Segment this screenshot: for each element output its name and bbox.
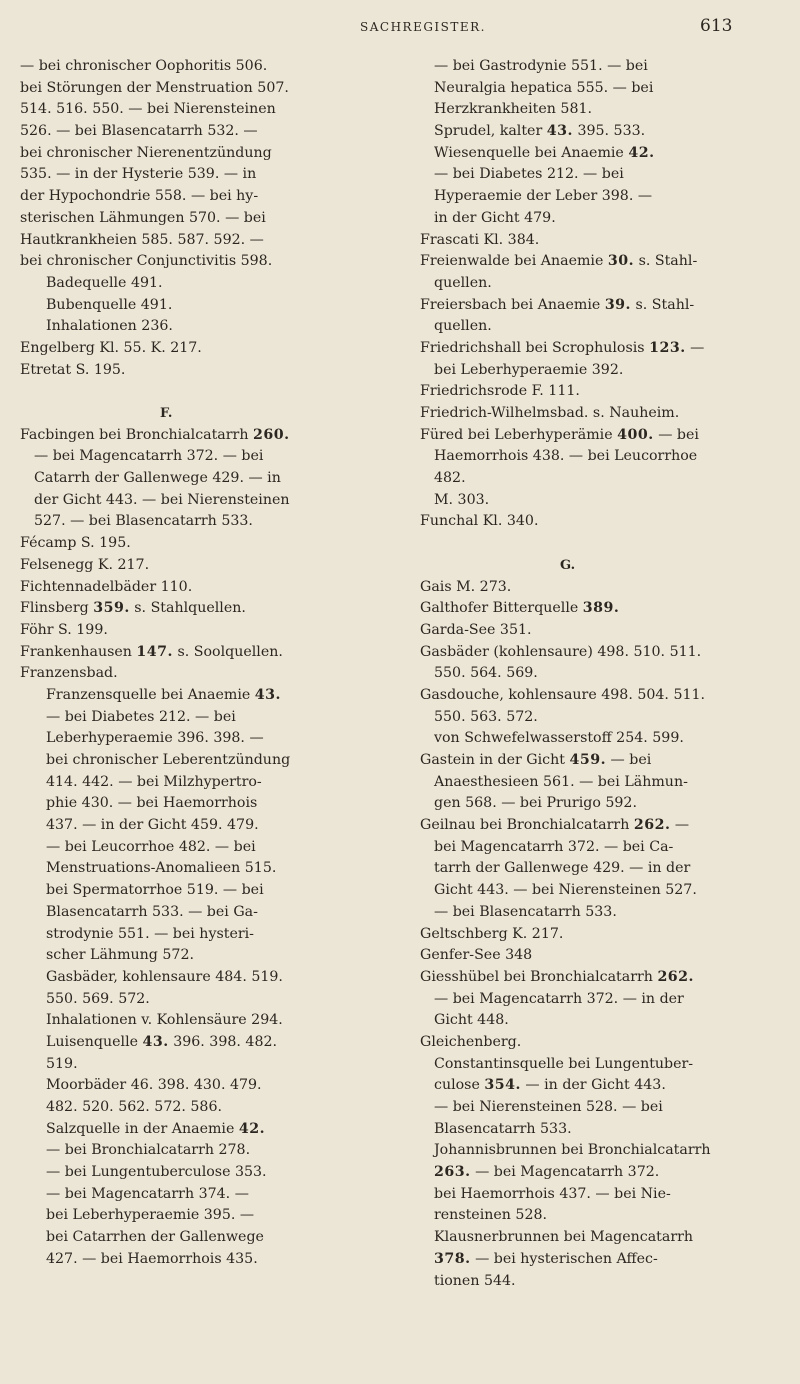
bold-page-reference: 39. — [604, 296, 631, 313]
index-line — [420, 598, 775, 620]
entry-text: Blasencatarrh 533. — [434, 1120, 572, 1137]
entry-text: Geilnau bei Bronchialcatarrh — [420, 817, 634, 834]
entry-text: — bei Nierensteinen 528. — bei — [434, 1099, 663, 1115]
index-line — [420, 728, 775, 750]
entry-text: bei chronischer Nierenentzündung — [20, 144, 272, 161]
entry-text: quellen. — [434, 274, 492, 291]
entry-text: Franzensbad. — [20, 665, 118, 682]
index-line — [420, 1184, 775, 1206]
index-line — [420, 316, 775, 338]
entry-text: — bei Gastrodynie 551. — bei — [434, 58, 648, 74]
index-line — [20, 143, 375, 165]
entry-text: 514. 516. 550. — bei Nierensteinen — [20, 101, 276, 118]
entry-text: — bei Blasencatarrh 533. — [434, 903, 617, 920]
index-line — [420, 642, 775, 664]
index-line — [420, 1010, 775, 1032]
bold-page-reference: 30. — [607, 253, 635, 270]
index-line — [20, 642, 375, 664]
entry-text: Herzkrankheiten 581. — [434, 101, 593, 118]
bold-page-reference: 43. — [142, 1033, 169, 1050]
index-line — [420, 837, 775, 859]
index-line — [420, 1205, 775, 1227]
entry-text: tionen 544. — [434, 1272, 516, 1289]
index-line — [20, 1119, 375, 1141]
entry-text: M. 303. — [434, 491, 490, 508]
entry-text: in der Gicht 479. — [434, 209, 556, 226]
index-line — [20, 1227, 375, 1249]
entry-text: Hyperaemie der Leber 398. — — [434, 188, 653, 205]
entry-text: Inhalationen v. Kohlensäure 294. — [46, 1012, 283, 1029]
running-head: SACHREGISTER. — [360, 20, 486, 34]
index-line — [20, 1205, 375, 1227]
entry-text: 535. — in der Hysterie 539. — in — [20, 166, 257, 183]
entry-text: Hautkrankheien 585. 587. 592. — — [20, 231, 264, 248]
entry-text: tarrh der Gallenwege 429. — in der — [434, 860, 691, 877]
index-line — [420, 1249, 775, 1271]
entry-text-continued: — bei — [653, 426, 699, 443]
index-line — [420, 360, 775, 382]
entry-text: Leberhyperaemie 396. 398. — — [46, 730, 264, 747]
index-line — [20, 728, 375, 750]
page-number: 613 — [700, 16, 733, 36]
entry-text: Giesshübel bei Bronchialcatarrh — [420, 968, 658, 985]
index-line — [420, 577, 775, 599]
left-column — [20, 56, 375, 1271]
index-line — [420, 1162, 775, 1184]
index-line — [420, 490, 775, 512]
index-line — [420, 56, 775, 78]
index-line — [20, 446, 375, 468]
entry-text: Fichtennadelbäder 110. — [20, 578, 193, 595]
entry-text: Friedrichsrode F. 111. — [420, 383, 580, 400]
index-line — [20, 468, 375, 490]
entry-text: bei Magencatarrh 372. — bei Ca- — [434, 838, 674, 855]
section-heading — [20, 403, 375, 425]
index-line — [20, 620, 375, 642]
index-line — [420, 381, 775, 403]
index-line — [20, 880, 375, 902]
index-line — [420, 425, 775, 447]
entry-text: Sprudel, kalter — [434, 123, 547, 140]
bold-page-reference: 43. — [546, 123, 573, 140]
index-line — [420, 186, 775, 208]
index-line — [20, 490, 375, 512]
index-line — [20, 663, 375, 685]
entry-text: Felsenegg K. 217. — [20, 556, 150, 573]
index-line — [20, 338, 375, 360]
bold-page-reference: 42. — [628, 144, 655, 161]
index-line — [20, 1097, 375, 1119]
index-line — [420, 1271, 775, 1293]
entry-text: strodynie 551. — bei hysteri- — [46, 925, 254, 942]
entry-text: Friedrich-Wilhelmsbad. s. Nauheim. — [420, 405, 680, 421]
entry-text: Neuralgia hepatica 555. — bei — [434, 79, 654, 96]
index-line — [420, 78, 775, 100]
index-line — [420, 143, 775, 165]
entry-text: Flinsberg — [20, 600, 94, 617]
index-line — [20, 989, 375, 1011]
index-line — [20, 186, 375, 208]
entry-text: G. — [560, 557, 576, 573]
bold-page-reference: 262. — [657, 968, 694, 985]
bold-page-reference: 260. — [252, 426, 290, 443]
entry-text: Gasdouche, kohlensaure 498. 504. 511. — [420, 686, 706, 703]
index-line — [20, 685, 375, 707]
bold-page-reference: 43. — [254, 686, 281, 703]
entry-text-continued: — in der Gicht 443. — [520, 1077, 666, 1094]
entry-text: Friedrichshall bei Scrophulosis — [420, 339, 650, 356]
bold-page-reference: 359. — [93, 600, 130, 617]
bold-page-reference: 354. — [484, 1077, 521, 1094]
entry-text: bei Spermatorrhoe 519. — bei — [46, 882, 264, 899]
bold-page-reference: 42. — [238, 1120, 266, 1137]
index-line — [420, 338, 775, 360]
entry-text: Anaesthesieen 561. — bei Lähmun- — [434, 773, 688, 790]
entry-text-continued: — — [670, 817, 690, 834]
index-line — [420, 403, 775, 425]
entry-text: Salzquelle in der Anaemie — [46, 1120, 239, 1137]
entry-text: — bei Magencatarrh 374. — — [46, 1185, 249, 1202]
index-line — [20, 230, 375, 252]
entry-text: 527. — bei Blasencatarrh 533. — [34, 513, 253, 530]
entry-text: scher Lähmung 572. — [46, 947, 194, 964]
entry-text: 550. 569. 572. — [46, 990, 150, 1007]
index-line — [420, 663, 775, 685]
index-line — [20, 511, 375, 533]
index-line — [20, 78, 375, 100]
entry-text: Genfer-See 348 — [420, 947, 533, 964]
entry-text: phie 430. — bei Haemorrhois — [46, 795, 258, 812]
entry-text: 482. — [434, 470, 466, 487]
index-line — [20, 1140, 375, 1162]
index-line — [420, 1075, 775, 1097]
entry-text: Fécamp S. 195. — [20, 535, 131, 552]
entry-text: F. — [160, 406, 173, 421]
index-line — [420, 230, 775, 252]
entry-text-continued: s. Stahl- — [631, 296, 695, 313]
entry-text-continued: s. Stahl- — [634, 253, 698, 270]
index-line — [20, 902, 375, 924]
bold-page-reference: 400. — [617, 426, 654, 443]
blank-line — [420, 533, 775, 555]
entry-text: Bubenquelle 491. — [46, 296, 173, 313]
entry-text: bei chronischer Leberentzündung — [46, 752, 291, 768]
index-line — [20, 1249, 375, 1271]
entry-text: Facbingen bei Bronchialcatarrh — [20, 426, 253, 443]
entry-text-continued: 396. 398. 482. — [168, 1033, 278, 1050]
entry-text-continued: s. Stahlquellen. — [129, 600, 246, 617]
index-line — [420, 1119, 775, 1141]
entry-text: Frankenhausen — [20, 643, 137, 660]
entry-text: Gasbäder, kohlensaure 484. 519. — [46, 968, 283, 985]
section-heading — [420, 555, 775, 577]
index-line — [20, 837, 375, 859]
index-line — [420, 772, 775, 794]
index-line — [20, 56, 375, 78]
index-line — [420, 793, 775, 815]
index-line — [20, 772, 375, 794]
index-line — [420, 468, 775, 490]
entry-text-continued: — bei Magencatarrh 372. — [470, 1164, 660, 1181]
entry-text-continued: — bei — [606, 752, 652, 768]
entry-text: 414. 442. — bei Milzhypertro- — [46, 773, 262, 790]
entry-text: — bei Leucorrhoe 482. — bei — [46, 838, 256, 855]
index-line — [420, 924, 775, 946]
index-line — [20, 793, 375, 815]
entry-text: — bei Diabetes 212. — bei — [46, 708, 236, 725]
entry-text: Constantinsquelle bei Lungentuber- — [434, 1055, 694, 1072]
entry-text: 437. — in der Gicht 459. 479. — [46, 817, 259, 834]
index-line — [420, 251, 775, 273]
entry-text: Geltschberg K. 217. — [420, 925, 564, 942]
index-line — [420, 273, 775, 295]
page-header — [0, 14, 800, 42]
index-line — [20, 164, 375, 186]
entry-text: bei Leberhyperaemie 392. — [434, 361, 624, 378]
entry-text: quellen. — [434, 318, 492, 335]
index-line — [420, 707, 775, 729]
bold-page-reference: 459. — [569, 752, 607, 768]
index-line — [20, 945, 375, 967]
entry-text: Etretat S. 195. — [20, 361, 126, 378]
index-line — [20, 1054, 375, 1076]
entry-text: culose — [434, 1077, 485, 1094]
entry-text: der Gicht 443. — bei Nierensteinen — [34, 491, 290, 508]
index-line — [420, 902, 775, 924]
index-line — [20, 555, 375, 577]
index-line — [20, 1184, 375, 1206]
entry-text-continued: 395. 533. — [572, 123, 646, 140]
index-line — [420, 1054, 775, 1076]
entry-text: Engelberg Kl. 55. K. 217. — [20, 339, 202, 356]
bold-page-reference: 378. — [434, 1250, 471, 1267]
index-line — [20, 707, 375, 729]
index-line — [20, 273, 375, 295]
index-line — [20, 1075, 375, 1097]
index-line — [20, 924, 375, 946]
entry-text: Catarrh der Gallenwege 429. — in — [34, 470, 281, 487]
index-line — [20, 533, 375, 555]
entry-text: von Schwefelwasserstoff 254. 599. — [434, 730, 684, 747]
entry-text: Freiersbach bei Anaemie — [420, 296, 605, 313]
index-line — [420, 815, 775, 837]
entry-text: — bei Diabetes 212. — bei — [434, 166, 624, 183]
entry-text: — bei Bronchialcatarrh 278. — [46, 1142, 251, 1159]
entry-text: Freienwalde bei Anaemie — [420, 253, 608, 270]
index-line — [20, 208, 375, 230]
entry-text: Gastein in der Gicht — [420, 752, 570, 768]
entry-text: — bei chronischer Oophoritis 506. — [20, 58, 268, 74]
entry-text: Inhalationen 236. — [46, 318, 173, 335]
entry-text: Badequelle 491. — [46, 274, 163, 291]
index-line — [420, 511, 775, 533]
index-line — [20, 360, 375, 382]
entry-text: Gicht 448. — [434, 1012, 509, 1029]
bold-page-reference: 262. — [633, 817, 671, 834]
entry-text: Gleichenberg. — [420, 1033, 522, 1050]
index-line — [420, 945, 775, 967]
index-line — [20, 858, 375, 880]
entry-text-continued: — bei hysterischen Affec- — [470, 1250, 658, 1267]
index-line — [420, 989, 775, 1011]
index-line — [420, 446, 775, 468]
index-line — [420, 1227, 775, 1249]
right-column — [420, 56, 775, 1292]
index-line — [20, 99, 375, 121]
entry-text: Luisenquelle — [46, 1033, 143, 1050]
bold-page-reference: 389. — [582, 600, 620, 617]
entry-text: Gicht 443. — bei Nierensteinen 527. — [434, 882, 697, 899]
index-line — [20, 295, 375, 317]
index-line — [20, 577, 375, 599]
index-line — [20, 425, 375, 447]
entry-text: rensteinen 528. — [434, 1207, 548, 1224]
bold-page-reference: 123. — [649, 339, 686, 356]
entry-text: bei Haemorrhois 437. — bei Nie- — [434, 1185, 671, 1202]
entry-text: sterischen Lähmungen 570. — bei — [20, 209, 266, 226]
entry-text-continued: — — [685, 339, 705, 356]
index-line — [420, 295, 775, 317]
entry-text: — bei Magencatarrh 372. — bei — [34, 448, 264, 465]
index-line — [420, 208, 775, 230]
index-line — [420, 858, 775, 880]
entry-text: Frascati Kl. 384. — [420, 231, 540, 248]
index-line — [20, 1032, 375, 1054]
blank-line — [20, 381, 375, 403]
entry-text: Gais M. 273. — [420, 578, 512, 595]
index-line — [420, 164, 775, 186]
index-line — [420, 99, 775, 121]
entry-text: Garda-See 351. — [420, 621, 532, 638]
entry-text: bei Leberhyperaemie 395. — — [46, 1207, 255, 1224]
index-line — [20, 1162, 375, 1184]
index-line — [420, 685, 775, 707]
entry-text: 482. 520. 562. 572. 586. — [46, 1099, 222, 1115]
index-line — [420, 1140, 775, 1162]
entry-text: bei Catarrhen der Gallenwege — [46, 1229, 264, 1246]
index-line — [20, 1010, 375, 1032]
index-line — [420, 620, 775, 642]
entry-text: der Hypochondrie 558. — bei hy- — [20, 188, 259, 205]
entry-text: Haemorrhois 438. — bei Leucorrhoe — [434, 448, 698, 465]
entry-text: Füred bei Leberhyperämie — [420, 426, 618, 443]
entry-text: 550. 563. 572. — [434, 708, 538, 725]
entry-text: Blasencatarrh 533. — bei Ga- — [46, 903, 258, 920]
entry-text: Wiesenquelle bei Anaemie — [434, 144, 629, 161]
entry-text: Menstruations-Anomalieen 515. — [46, 860, 277, 877]
entry-text: Klausnerbrunnen bei Magencatarrh — [434, 1229, 694, 1246]
index-line — [20, 121, 375, 143]
entry-text: — bei Magencatarrh 372. — in der — [434, 990, 684, 1007]
entry-text: Gasbäder (kohlensaure) 498. 510. 511. — [420, 643, 702, 660]
entry-text: Galthofer Bitterquelle — [420, 600, 583, 617]
entry-text: 427. — bei Haemorrhois 435. — [46, 1250, 258, 1267]
entry-text: 526. — bei Blasencatarrh 532. — — [20, 123, 258, 140]
bold-page-reference: 263. — [434, 1164, 471, 1181]
entry-text: Johannisbrunnen bei Bronchialcatarrh — [434, 1142, 711, 1159]
entry-text: 550. 564. 569. — [434, 665, 538, 682]
index-line — [20, 815, 375, 837]
index-line — [420, 121, 775, 143]
index-line — [20, 251, 375, 273]
entry-text: Franzensquelle bei Anaemie — [46, 686, 255, 703]
entry-text: Funchal Kl. 340. — [420, 513, 539, 530]
entry-text-continued: s. Soolquellen. — [172, 643, 283, 660]
index-line — [420, 880, 775, 902]
index-line — [420, 750, 775, 772]
index-line — [20, 750, 375, 772]
index-line — [420, 967, 775, 989]
index-line — [20, 316, 375, 338]
index-line — [420, 1097, 775, 1119]
bold-page-reference: 147. — [136, 643, 173, 660]
index-line — [20, 598, 375, 620]
entry-text: bei chronischer Conjunctivitis 598. — [20, 253, 273, 270]
entry-text: Föhr S. 199. — [20, 621, 108, 638]
entry-text: Moorbäder 46. 398. 430. 479. — [46, 1077, 262, 1094]
entry-text: gen 568. — bei Prurigo 592. — [434, 795, 637, 812]
entry-text: — bei Lungentuberculose 353. — [46, 1164, 267, 1181]
entry-text: 519. — [46, 1055, 78, 1072]
entry-text: bei Störungen der Menstruation 507. — [20, 79, 289, 96]
index-line — [20, 967, 375, 989]
index-line — [420, 1032, 775, 1054]
